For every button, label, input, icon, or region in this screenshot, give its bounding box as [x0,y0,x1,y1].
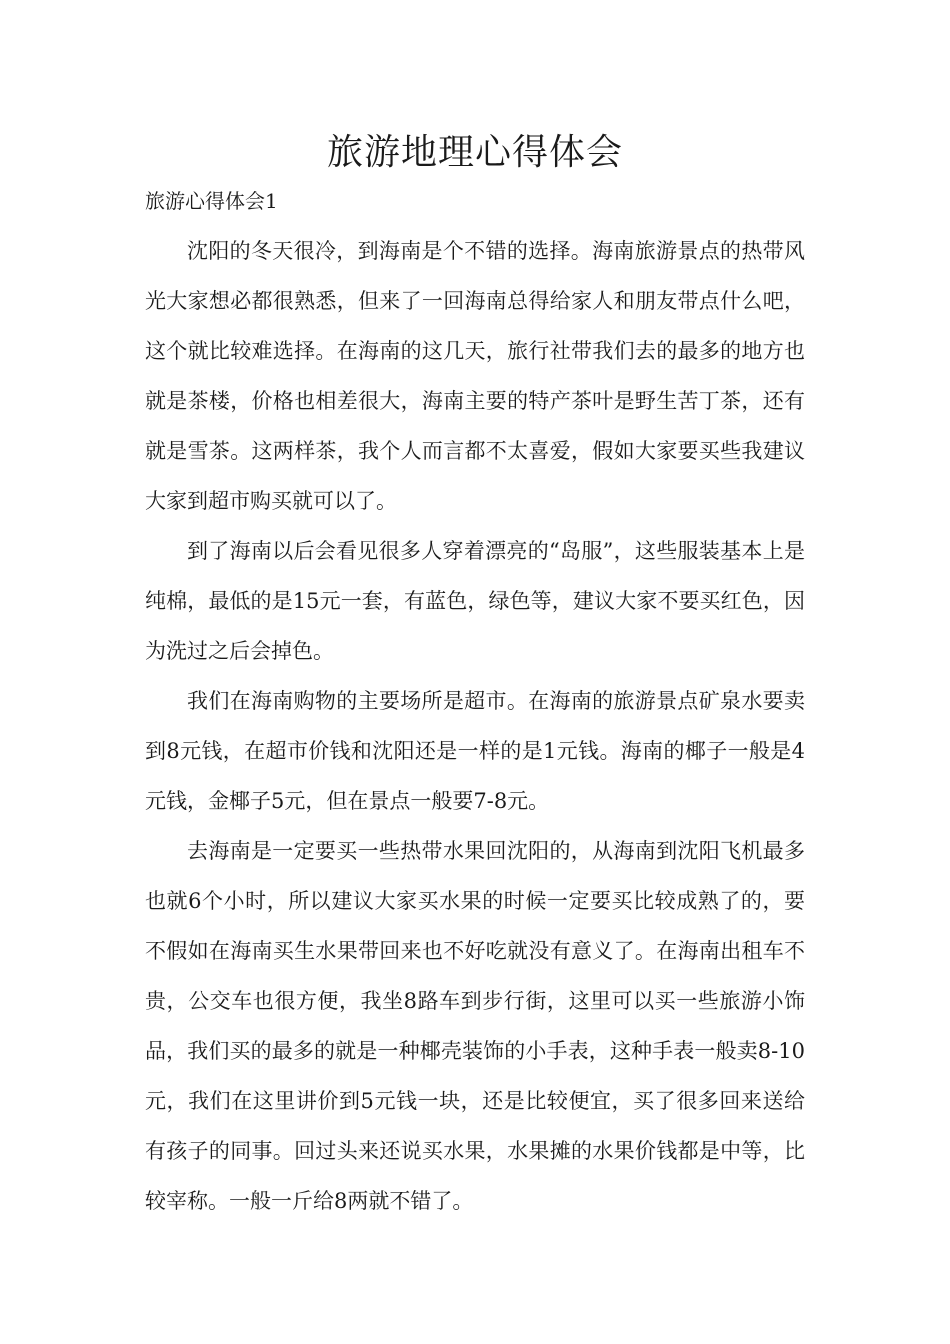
paragraph-2: 到了海南以后会看见很多人穿着漂亮的“岛服”，这些服装基本上是纯棉，最低的是15元一套，有蓝色，绿色等，建议大家不要买红色，因为洗过之后会掉色。 [145,539,805,663]
document-body [145,226,805,1226]
paragraph-4: 去海南是一定要买一些热带水果回沈阳的，从海南到沈阳飞机最多也就6个小时，所以建议大家买水果的时候一定要买比较成熟了的，要不假如在海南买生水果带回来也不好吃就没有意义了。在海南出租车不贵，公交车也很方便，我坐8路车到步行街，这里可以买一些旅游小饰品，我们买的最多的就是一种椰壳装饰的小手表，这种手表一般卖8-10元，我们在这里讲价到5元钱一块，还是比较便宜，买了很多回来送给有孩子的同事。回过头来还说买水果，水果摊的水果价钱都是中等，比较宰称。一般一斤给8两就不错了。 [145,839,805,1213]
document-title: 旅游地理心得体会 [326,132,623,173]
section-heading: 旅游心得体会1 [145,189,278,213]
paragraph-3: 我们在海南购物的主要场所是超市。在海南的旅游景点矿泉水要卖到8元钱，在超市价钱和沈阳还是一样的是1元钱。海南的椰子一般是4元钱，金椰子5元，但在景点一般要7-8元。 [145,689,805,813]
paragraph-1: 沈阳的冬天很冷，到海南是个不错的选择。海南旅游景点的热带风光大家想必都很熟悉，但来了一回海南总得给家人和朋友带点什么吧，这个就比较难选择。在海南的这几天，旅行社带我们去的最多的地方也就是茶楼，价格也相差很大，海南主要的特产茶叶是野生苦丁茶，还有就是雪茶。这两样茶，我个人而言都不太喜爱，假如大家要买些我建议大家到超市购买就可以了。 [145,239,805,513]
